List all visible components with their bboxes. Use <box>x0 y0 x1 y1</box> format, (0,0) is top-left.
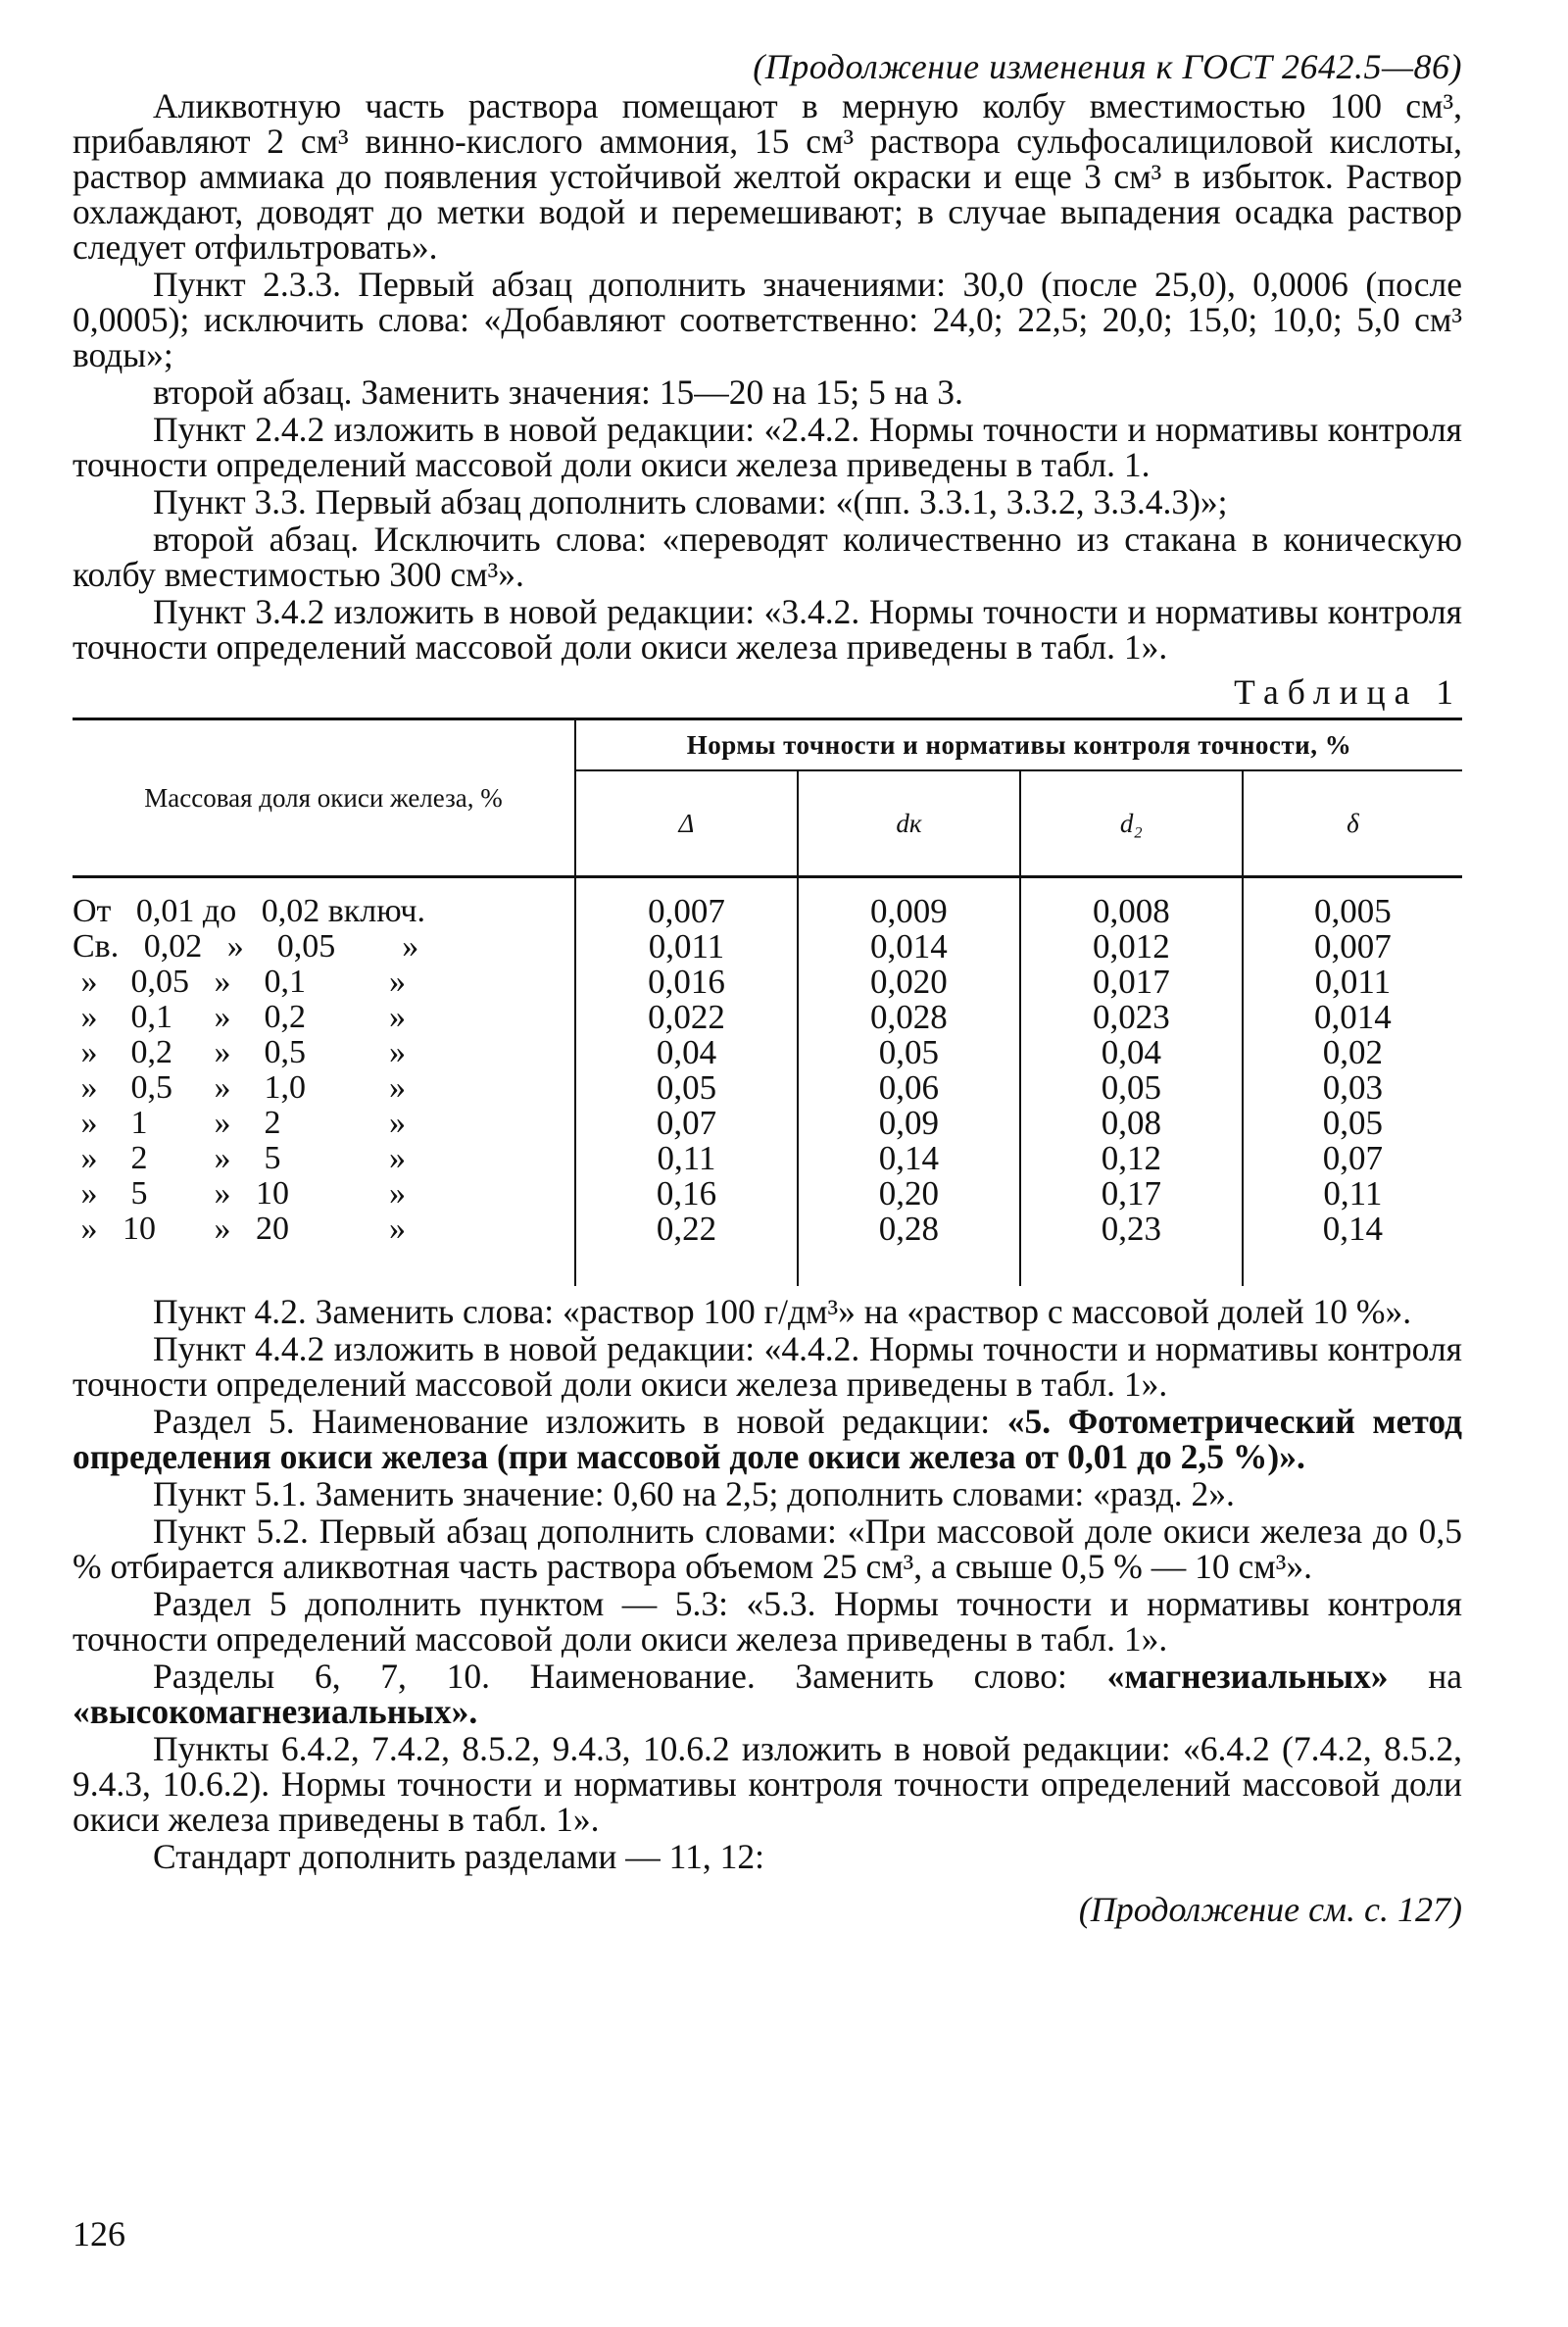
dk-cell: 0,06 <box>798 1070 1020 1106</box>
col-delta-small-header: δ <box>1243 770 1462 877</box>
d2-cell: 0,23 <box>1020 1212 1243 1286</box>
paragraph: Пункт 5.1. Заменить значение: 0,60 на 2,5; дополнить словами: «разд. 2». <box>153 1474 1235 1513</box>
paragraph: второй абзац. Заменить значения: 15—20 на 15; 5 на 3. <box>153 372 963 412</box>
paragraph-razdel-5 <box>73 1404 1462 1474</box>
paragraph: Стандарт дополнить разделами — 11, 12: <box>153 1837 764 1876</box>
mass-range-cell: От 0,01 до 0,02 включ. <box>73 877 575 930</box>
delta-small-cell: 0,007 <box>1314 927 1392 965</box>
delta-cell: 0,04 <box>575 1035 798 1070</box>
table-row <box>73 1070 1462 1106</box>
delta-small-cell: 0,07 <box>1322 1139 1384 1177</box>
paragraph: Пункты 6.4.2, 7.4.2, 8.5.2, 9.4.3, 10.6.2 изложить в новой редакции: «6.4.2 (7.4.2, 8.5.2, 9.4.3, 10.6.2). Нормы точности и нормативы контроля точности определений массовой доли окиси железа приведены в табл. 1». <box>73 1729 1462 1839</box>
table-row <box>73 1035 1462 1070</box>
page-header: (Продолжение изменения к ГОСТ 2642.5—86) <box>753 47 1462 86</box>
razdel-5-title: «5. Фотометрический метод определения окиси железа (при массовой доле окиси железа от 0,01 до 2,5 %)». <box>73 1402 1463 1476</box>
table-row <box>73 1141 1462 1176</box>
dk-cell: 0,14 <box>798 1141 1020 1176</box>
table-row <box>73 1106 1462 1141</box>
d2-cell: 0,023 <box>1020 1000 1243 1035</box>
delta-cell: 0,016 <box>575 965 798 1000</box>
dk-cell: 0,28 <box>798 1212 1020 1286</box>
razdely-lead: Разделы 6, 7, 10. Наименование. Заменить слово: <box>153 1657 1107 1696</box>
mass-range-cell: Св. 0,02 » 0,05 » <box>73 929 575 965</box>
razdely-old-word: «магнезиальных» <box>1106 1657 1389 1696</box>
d2-cell: 0,008 <box>1020 877 1243 930</box>
delta-cell: 0,07 <box>575 1106 798 1141</box>
paragraph: Пункт 5.2. Первый абзац дополнить словами: «При массовой доле окиси железа до 0,5 % отбирается аликвотная часть раствора объемом 25 см³, а свыше 0,5 % — 10 см³». <box>73 1511 1462 1586</box>
delta-small-cell: 0,014 <box>1314 998 1392 1036</box>
mass-range-cell: » 5 » 10 » <box>73 1176 575 1212</box>
mass-fraction-header: Массовая доля окиси железа, % <box>73 719 575 877</box>
dk-cell: 0,020 <box>798 965 1020 1000</box>
delta-cell: 0,011 <box>575 929 798 965</box>
delta-small-cell: 0,011 <box>1314 963 1392 1001</box>
mass-range-cell: » 2 » 5 » <box>73 1141 575 1176</box>
paragraph-razdely <box>73 1659 1462 1729</box>
mass-range-cell: » 0,1 » 0,2 » <box>73 1000 575 1035</box>
table-row <box>73 877 1462 930</box>
d2-cell: 0,04 <box>1020 1035 1243 1070</box>
delta-cell: 0,05 <box>575 1070 798 1106</box>
dk-cell: 0,028 <box>798 1000 1020 1035</box>
delta-cell: 0,022 <box>575 1000 798 1035</box>
paragraph: Аликвотную часть раствора помещают в мерную колбу вместимостью 100 см³, прибавляют 2 см³ винно-кислого аммония, 15 см³ раствора сульфосалициловой кислоты, раствор аммиака до появления устойчивой желтой окраски и еще 3 см³ в избыток. Раствор охлаждают, доводят до метки водой и перемешивают; в случае выпадения осадка раствор следует отфильтровать». <box>73 86 1462 267</box>
razdely-new-word: «высокомагнезиальных». <box>73 1692 478 1731</box>
delta-small-cell: 0,11 <box>1323 1174 1383 1213</box>
table-row <box>73 929 1462 965</box>
dk-cell: 0,20 <box>798 1176 1020 1212</box>
razdely-mid: на <box>1388 1657 1462 1696</box>
text-after-table <box>73 1294 1462 1874</box>
delta-small-cell: 0,14 <box>1322 1210 1384 1248</box>
delta-cell: 0,16 <box>575 1176 798 1212</box>
accuracy-table <box>73 718 1462 1286</box>
dk-cell: 0,009 <box>798 877 1020 930</box>
delta-small-cell: 0,05 <box>1322 1104 1384 1142</box>
d2-cell: 0,17 <box>1020 1176 1243 1212</box>
col-delta-header: Δ <box>575 770 798 877</box>
mass-range-cell: » 0,5 » 1,0 » <box>73 1070 575 1106</box>
table-row <box>73 1000 1462 1035</box>
table-row <box>73 1176 1462 1212</box>
delta-cell: 0,007 <box>575 877 798 930</box>
paragraph: Пункт 3.3. Первый абзац дополнить словами: «(пп. 3.3.1, 3.3.2, 3.3.4.3)»; <box>153 482 1228 521</box>
paragraph: второй абзац. Исключить слова: «переводят количественно из стакана в коническую колбу вместимостью 300 см³». <box>73 520 1462 594</box>
d2-cell: 0,05 <box>1020 1070 1243 1106</box>
d2-cell: 0,08 <box>1020 1106 1243 1141</box>
dk-cell: 0,09 <box>798 1106 1020 1141</box>
table-row <box>73 965 1462 1000</box>
d2-cell: 0,012 <box>1020 929 1243 965</box>
d2-cell: 0,12 <box>1020 1141 1243 1176</box>
razdel-5-lead: Раздел 5. Наименование изложить в новой редакции: <box>153 1402 1007 1441</box>
mass-range-cell: » 0,05 » 0,1 » <box>73 965 575 1000</box>
norms-header: Нормы точности и нормативы контроля точности, % <box>575 719 1462 771</box>
page-number: 126 <box>73 2214 125 2253</box>
paragraph: Пункт 2.3.3. Первый абзац дополнить значениями: 30,0 (после 25,0), 0,0006 (после 0,0005); исключить слова: «Добавляют соответственно: 24,0; 22,5; 20,0; 15,0; 10,0; 5,0 см³ воды»; <box>73 265 1462 374</box>
table-row <box>73 1212 1462 1286</box>
continuation-note: (Продолжение см. с. 127) <box>1078 1890 1462 1929</box>
paragraph: Раздел 5 дополнить пунктом — 5.3: «5.3. Нормы точности и нормативы контроля точности определений массовой доли окиси железа приведены в табл. 1». <box>73 1584 1462 1659</box>
dk-cell: 0,014 <box>798 929 1020 965</box>
delta-small-cell: 0,02 <box>1322 1033 1384 1071</box>
col-d2-header: d₂ <box>1020 770 1243 877</box>
paragraph: Пункт 4.4.2 изложить в новой редакции: «4.4.2. Нормы точности и нормативы контроля точности определений массовой доли окиси железа приведены в табл. 1». <box>73 1329 1462 1404</box>
delta-cell: 0,22 <box>575 1212 798 1286</box>
delta-cell: 0,11 <box>575 1141 798 1176</box>
dk-cell: 0,05 <box>798 1035 1020 1070</box>
mass-range-cell: » 0,2 » 0,5 » <box>73 1035 575 1070</box>
document-page <box>73 49 1462 1927</box>
delta-small-cell: 0,005 <box>1314 892 1392 930</box>
d2-cell: 0,017 <box>1020 965 1243 1000</box>
mass-range-cell: » 1 » 2 » <box>73 1106 575 1141</box>
delta-small-cell: 0,03 <box>1322 1068 1384 1107</box>
paragraph: Пункт 4.2. Заменить слова: «раствор 100 г/дм³» на «раствор с массовой долей 10 %». <box>153 1292 1412 1331</box>
mass-range-cell: » 10 » 20 » <box>73 1212 575 1286</box>
col-dk-header: dк <box>798 770 1020 877</box>
paragraph: Пункт 2.4.2 изложить в новой редакции: «2.4.2. Нормы точности и нормативы контроля точности определений массовой доли окиси железа приведены в табл. 1. <box>73 410 1462 484</box>
paragraph: Пункт 3.4.2 изложить в новой редакции: «3.4.2. Нормы точности и нормативы контроля точности определений массовой доли окиси железа приведены в табл. 1». <box>73 592 1462 667</box>
table-title: Таблица 1 <box>1234 672 1462 712</box>
